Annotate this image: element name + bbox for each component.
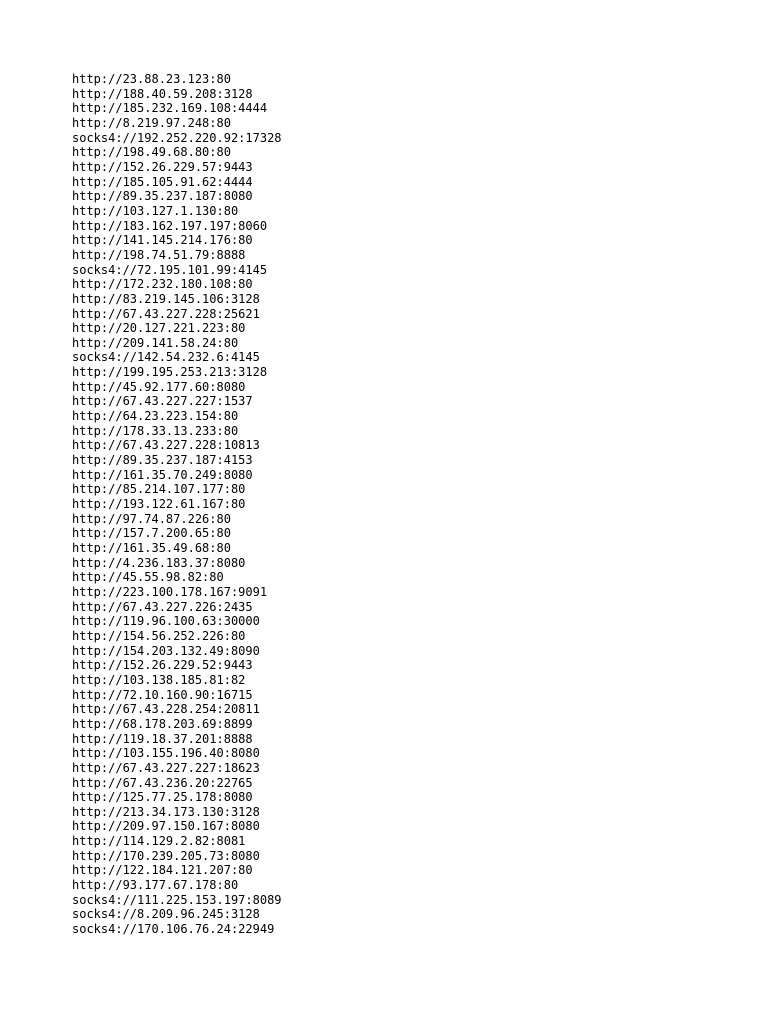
proxy-line: http://4.236.183.37:8080 xyxy=(72,555,246,570)
proxy-line: socks4://72.195.101.99:4145 xyxy=(72,262,268,277)
proxy-line: http://119.96.100.63:30000 xyxy=(72,614,260,629)
proxy-line: http://103.138.185.81:82 xyxy=(72,672,246,687)
proxy-line: http://67.43.228.254:20811 xyxy=(72,702,260,717)
proxy-line: socks4://170.106.76.24:22949 xyxy=(72,922,275,937)
proxy-line: http://103.127.1.130:80 xyxy=(72,203,239,218)
proxy-line: http://185.232.169.108:4444 xyxy=(72,101,268,116)
proxy-line: http://68.178.203.69:8899 xyxy=(72,716,253,731)
proxy-line: http://141.145.214.176:80 xyxy=(72,233,253,248)
proxy-line: http://103.155.196.40:8080 xyxy=(72,746,260,761)
proxy-line: http://213.34.173.130:3128 xyxy=(72,804,260,819)
proxy-line: http://183.162.197.197:8060 xyxy=(72,218,268,233)
proxy-line: http://89.35.237.187:4153 xyxy=(72,453,253,468)
proxy-line: http://198.74.51.79:8888 xyxy=(72,247,246,262)
proxy-line: http://72.10.160.90:16715 xyxy=(72,687,253,702)
proxy-line: http://45.55.98.82:80 xyxy=(72,570,224,585)
proxy-line: http://122.184.121.207:80 xyxy=(72,863,253,878)
proxy-line: http://89.35.237.187:8080 xyxy=(72,189,253,204)
proxy-line: http://223.100.178.167:9091 xyxy=(72,584,268,599)
proxy-line: http://23.88.23.123:80 xyxy=(72,72,231,86)
proxy-line: http://8.219.97.248:80 xyxy=(72,115,231,130)
proxy-line: http://152.26.229.52:9443 xyxy=(72,658,253,673)
proxy-line: http://157.7.200.65:80 xyxy=(72,526,231,541)
proxy-line: http://119.18.37.201:8888 xyxy=(72,731,253,746)
proxy-line: http://67.43.227.228:25621 xyxy=(72,306,260,321)
proxy-line: http://67.43.227.226:2435 xyxy=(72,599,253,614)
proxy-line: http://161.35.49.68:80 xyxy=(72,541,231,555)
proxy-line: http://188.40.59.208:3128 xyxy=(72,86,253,101)
proxy-line: http://178.33.13.233:80 xyxy=(72,423,239,438)
proxy-line: http://209.97.150.167:8080 xyxy=(72,819,260,834)
proxy-line: http://199.195.253.213:3128 xyxy=(72,365,268,380)
proxy-line: http://152.26.229.57:9443 xyxy=(72,159,253,174)
proxy-line: http://114.129.2.82:8081 xyxy=(72,834,246,849)
proxy-line: http://154.203.132.49:8090 xyxy=(72,643,260,658)
proxy-line: socks4://142.54.232.6:4145 xyxy=(72,350,260,365)
proxy-line: http://67.43.227.227:1537 xyxy=(72,394,253,409)
proxy-line: http://85.214.107.177:80 xyxy=(72,482,246,497)
proxy-line: http://198.49.68.80:80 xyxy=(72,145,231,160)
proxy-line: http://193.122.61.167:80 xyxy=(72,497,246,512)
proxy-line: http://170.239.205.73:8080 xyxy=(72,848,260,863)
proxy-line: http://67.43.227.228:10813 xyxy=(72,438,260,453)
proxy-line: http://125.77.25.178:8080 xyxy=(72,790,253,805)
proxy-line: http://209.141.58.24:80 xyxy=(72,335,239,350)
proxy-line: socks4://8.209.96.245:3128 xyxy=(72,907,260,922)
proxy-line: http://161.35.70.249:8080 xyxy=(72,467,253,482)
proxy-line: http://20.127.221.223:80 xyxy=(72,321,246,336)
proxy-line: socks4://111.225.153.197:8089 xyxy=(72,892,282,907)
proxy-line: http://64.23.223.154:80 xyxy=(72,409,239,424)
proxy-line: http://185.105.91.62:4444 xyxy=(72,174,253,189)
proxy-list xyxy=(72,72,282,937)
proxy-line: http://97.74.87.226:80 xyxy=(72,511,231,526)
proxy-line: http://67.43.227.227:18623 xyxy=(72,760,260,775)
proxy-line: http://45.92.177.60:8080 xyxy=(72,379,246,394)
proxy-line: http://172.232.180.108:80 xyxy=(72,277,253,292)
proxy-line: http://67.43.236.20:22765 xyxy=(72,775,253,790)
proxy-line: http://83.219.145.106:3128 xyxy=(72,291,260,306)
proxy-line: http://154.56.252.226:80 xyxy=(72,628,246,643)
proxy-line: socks4://192.252.220.92:17328 xyxy=(72,130,282,145)
proxy-line: http://93.177.67.178:80 xyxy=(72,878,239,893)
